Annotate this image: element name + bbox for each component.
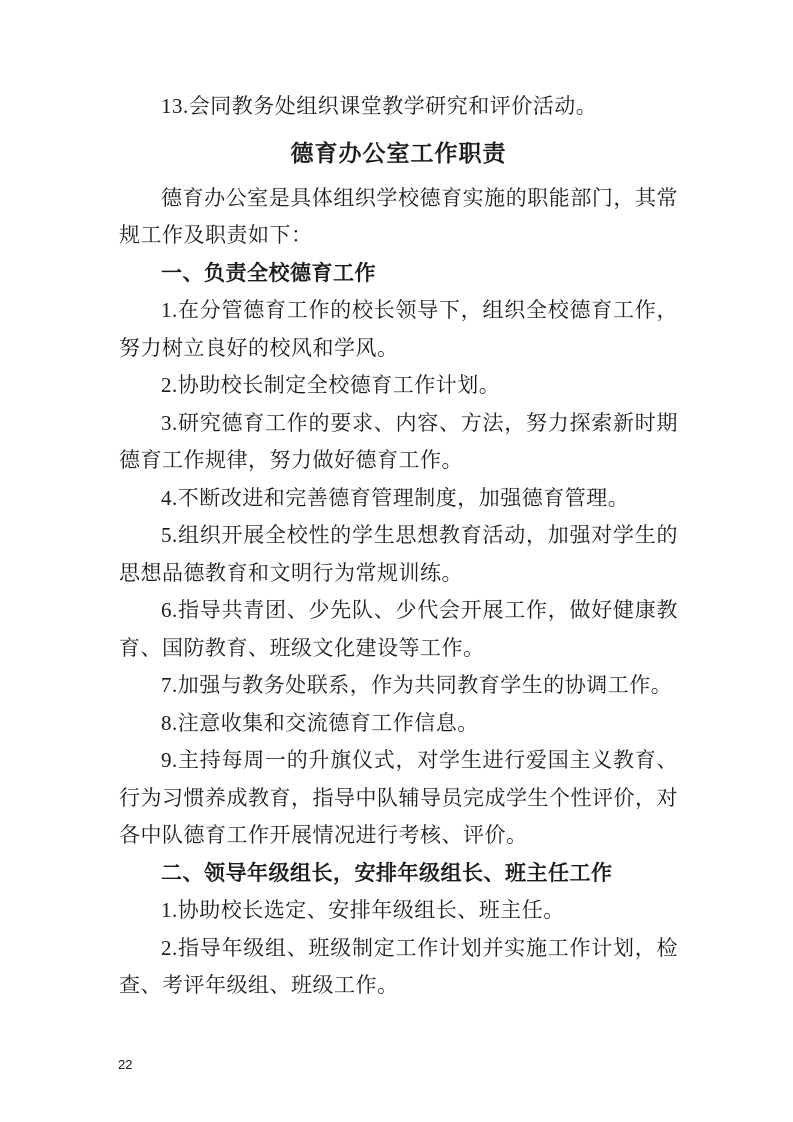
- section-heading: 一、负责全校德育工作: [161, 261, 376, 285]
- paragraph: 13.会同教务处组织课堂教学研究和评价活动。: [161, 94, 598, 118]
- paragraph: 2.协助校长制定全校德育工作计划。: [161, 373, 501, 397]
- paragraph: 6.指导共青团、少先队、少代会开展工作，做好健康教育、国防教育、班级文化建设等工作。: [119, 598, 678, 660]
- paragraph: 3.研究德育工作的要求、内容、方法，努力探索新时期德育工作规律，努力做好德育工作。: [119, 410, 678, 472]
- section-heading: 二、领导年级组长，安排年级组长、班主任工作: [161, 861, 613, 885]
- document-content: [119, 88, 678, 1005]
- paragraph: 德育办公室是具体组织学校德育实施的职能部门，其常规工作及职责如下：: [119, 185, 678, 247]
- paragraph: 2.指导年级组、班级制定工作计划并实施工作计划，检查、考评年级组、班级工作。: [119, 935, 678, 997]
- paragraph: 7.加强与教务处联系，作为共同教育学生的协调工作。: [161, 673, 673, 697]
- paragraph: 8.注意收集和交流德育工作信息。: [161, 710, 479, 735]
- paragraph: 9.主持每周一的升旗仪式，对学生进行爱国主义教育、行为习惯养成教育，指导中队辅导员完成学生个性评价，对各中队德育工作开展情况进行考核、评价。: [119, 748, 678, 847]
- paragraph: 1.协助校长选定、安排年级组长、班主任。: [161, 898, 565, 922]
- doc-title: 德育办公室工作职责: [290, 139, 507, 166]
- paragraph: 1.在分管德育工作的校长领导下，组织全校德育工作，努力树立良好的校风和学风。: [119, 298, 678, 360]
- paragraph: 4.不断改进和完善德育管理制度，加强德育管理。: [161, 485, 630, 510]
- paragraph: 5.组织开展全校性的学生思想教育活动，加强对学生的思想品德教育和文明行为常规训练。: [119, 523, 678, 585]
- page-number: 22: [118, 1057, 133, 1072]
